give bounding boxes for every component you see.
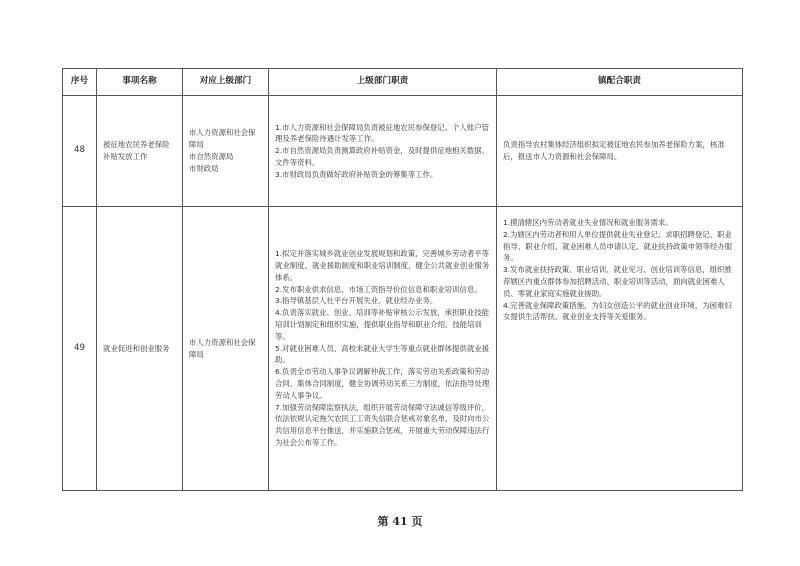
header-upper-dept: 对应上级部门 — [183, 69, 269, 96]
row-serial: 48 — [63, 96, 97, 207]
duty-line: 1.摸清辖区内劳动者就业失业情况和就业服务需求。 — [503, 218, 673, 227]
duty-line: 4.负责落实就业、创业、培训等补贴审核公示发放，承担职业技能培训计划制定和组织实施，提供职业指导和职业介绍、技能培训等。 — [275, 308, 489, 341]
row-depts — [183, 207, 269, 491]
header-town-duties: 镇配合职责 — [497, 69, 743, 96]
dept-line: 市人力资源和社会保障局 — [189, 128, 256, 150]
dept-line: 市财政局 — [189, 163, 219, 173]
row-item-name: 就业促进和创业服务 — [97, 207, 183, 491]
duty-line: 2.发布职业供求信息、市场工资指导价位信息和职业培训信息。 — [275, 284, 482, 294]
duty-line: 负责指导农村集体经济组织拟定被征地农民参加养老保险方案，核准后，报送市人力资源和社会保障局。 — [503, 140, 725, 161]
table-header-row — [63, 69, 743, 96]
dept-line: 市人力资源和社会保障局 — [189, 337, 256, 359]
duty-line: 5.对就业困难人员、高校未就业大学生等重点就业群体提供就业援助。 — [275, 343, 489, 365]
duty-line: 3.发布就业扶持政策、职业培训、就业见习、创业培训等信息，组织推荐辖区内重点群体参加招聘活动、职业培训等活动，面向就业困难人员、零就业家庭实施就业援助。 — [503, 265, 732, 298]
row-item-name: 被征地农民养老保险补贴发放工作 — [97, 96, 183, 207]
table-row — [63, 207, 743, 491]
duty-line: 6.负责全市劳动人事争议调解仲裁工作，落实劳动关系政策和劳动合同、集体合同制度，健全协调劳动关系三方制度，依法指导处理劳动人事争议。 — [275, 367, 490, 400]
duty-line: 7.加强劳动保障监察执法，组织开展劳动保障守法诚信等级评价，依法依规认定拖欠农民工工资失信联合惩戒对象名单，及时向市公共信用信息平台推送，并实施联合惩戒，开展重大劳动保障违法行为社会公布等工作。 — [275, 402, 490, 447]
duty-line: 1.拟定并落实城乡就业创业发展规划和政策，完善城乡劳动者平等就业制度、就业援助制度和职业培训制度，健全公共就业创业服务体系。 — [275, 249, 490, 282]
table-row — [63, 96, 743, 207]
header-upper-duties: 上级部门职责 — [269, 69, 497, 96]
duty-line: 2.为辖区内劳动者和用人单位提供就业失业登记、求职招聘登记、职业指导、职业介绍、就业困难人员申请认定、就业扶持政策申领等经办服务。 — [503, 229, 733, 263]
row-upper-duties — [269, 207, 497, 491]
duty-line: 3.指导镇基层人社平台开展失业、就业经办业务。 — [275, 296, 438, 306]
page-number: 第 41 页 — [377, 515, 423, 528]
duty-line: 4.完善就业保障政策措施，为妇女创造公平的就业创业环境，为困难妇女提供生活帮扶、就业创业支持等关爱服务。 — [503, 300, 732, 322]
header-serial: 序号 — [63, 69, 97, 96]
row-depts — [183, 96, 269, 207]
header-item-name: 事项名称 — [97, 69, 183, 96]
duty-line: 3.市财政局负责做好政府补贴资金的筹集等工作。 — [275, 169, 438, 179]
row-town-duties — [497, 96, 743, 207]
duty-line: 2.市自然资源局负责测算政府补贴资金，及时提供征地相关数据、文件等资料。 — [275, 146, 489, 167]
row-town-duties — [497, 207, 743, 491]
row-serial: 49 — [63, 207, 97, 491]
duty-table — [62, 68, 743, 491]
duty-line: 1.市人力资源和社会保障局负责被征地农民参保登记、个人账户管理及养老保险待遇计发等工作。 — [275, 122, 489, 144]
row-upper-duties — [269, 96, 497, 207]
dept-line: 市自然资源局 — [189, 152, 234, 161]
